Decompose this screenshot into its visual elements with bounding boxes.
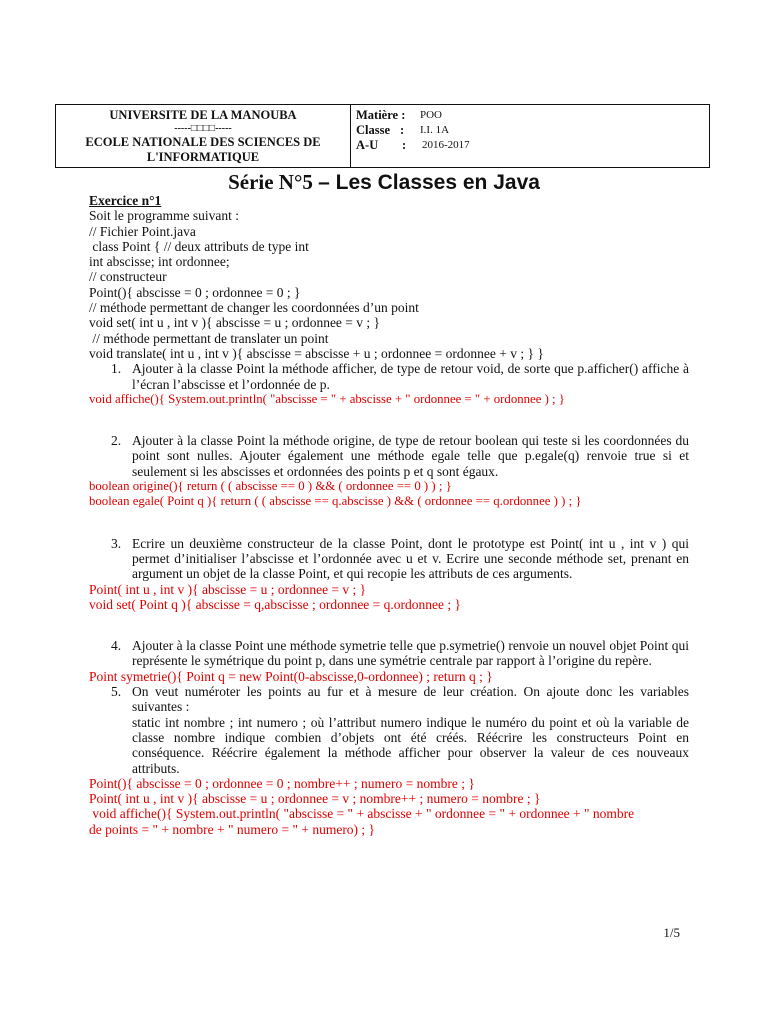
classe-value: I.I. 1A bbox=[420, 124, 450, 136]
title-serie: Série N°5 bbox=[228, 170, 319, 194]
document-title bbox=[0, 170, 768, 195]
intro-line: void translate( int u , int v ){ abscisse = abscisse + u ; ordonnee = ordonnee + v ; } } bbox=[89, 345, 544, 361]
question-text: On veut numéroter les points au fur et à mesure de leur création. On ajoute donc les variables suivantes : bbox=[132, 684, 689, 715]
answer-line: Point symetrie(){ Point q = new Point(0-abscisse,0-ordonnee) ; return q ; } bbox=[89, 668, 493, 684]
answer-line: void affiche(){ System.out.println( "abscisse = " + abscisse + " ordonnee = " + ordonnee + " nombre bbox=[89, 806, 635, 822]
question-number: 5. bbox=[111, 684, 122, 700]
spacer bbox=[89, 627, 689, 638]
answer-line: Point(){ abscisse = 0 ; ordonnee = 0 ; nombre++ ; numero = nombre ; } bbox=[89, 775, 475, 791]
question-number: 1. bbox=[111, 361, 122, 377]
header-institution bbox=[56, 105, 351, 167]
au-colon: : bbox=[402, 138, 407, 152]
question-number: 4. bbox=[111, 638, 122, 654]
classe-label: Classe bbox=[356, 123, 391, 137]
intro-line: // méthode permettant de changer les coordonnées d’un point bbox=[89, 300, 419, 316]
answer-line: void set( Point q ){ abscisse = q,abscisse ; ordonnee = q.ordonnee ; } bbox=[89, 596, 461, 612]
question-2 bbox=[89, 433, 689, 479]
title-subject: – Les Classes en Java bbox=[318, 171, 540, 194]
question-number: 2. bbox=[111, 433, 122, 449]
answer-line: Point( int u , int v ){ abscisse = u ; ordonnee = v ; } bbox=[89, 581, 367, 597]
answer-line: Point( int u , int v ){ abscisse = u ; ordonnee = v ; nombre++ ; numero = nombre ; } bbox=[89, 791, 541, 807]
intro-line: Point(){ abscisse = 0 ; ordonnee = 0 ; } bbox=[89, 284, 301, 300]
classe-colon: : bbox=[400, 123, 405, 137]
au-row bbox=[356, 138, 709, 153]
spacer bbox=[89, 612, 689, 627]
question-4 bbox=[89, 638, 689, 669]
intro-line: void set( int u , int v ){ abscisse = u ; ordonnee = v ; } bbox=[89, 315, 381, 331]
page-number: 1/5 bbox=[663, 925, 680, 940]
intro-line: int abscisse; int ordonnee; bbox=[89, 254, 230, 270]
header-separator: -----□□□□----- bbox=[174, 123, 232, 134]
question-3 bbox=[89, 536, 689, 582]
question-text: Ajouter à la classe Point une méthode symetrie telle que p.symetrie() renvoie un nouvel objet Point qui représente le symétrique du point p, dans une symétrie centrale par rapport à l’origine du repère. bbox=[132, 638, 689, 669]
school-name-line1: ECOLE NATIONALE DES SCIENCES DE bbox=[85, 135, 321, 149]
spacer bbox=[89, 525, 689, 536]
exercise-title: Exercice n°1 bbox=[89, 193, 162, 208]
answer-line: boolean origine(){ return ( ( abscisse == 0 ) && ( ordonnee == 0 ) ) ; } bbox=[89, 479, 452, 494]
matiere-row bbox=[356, 108, 709, 123]
intro-line: // constructeur bbox=[89, 269, 167, 285]
question-text-continued: static int nombre ; int numero ; où l’attribut numero indique le numéro du point et où la variable de classe nombre indique combien d’objets ont été créés. Réécrire les constructeurs Point en conséquence. Réécrire également la méthode afficher pour observer la valeur de ces nouveaux attributs. bbox=[132, 714, 689, 776]
school-name-line2: L'INFORMATIQUE bbox=[146, 150, 260, 164]
spacer bbox=[89, 510, 689, 525]
question-1 bbox=[89, 361, 689, 392]
question-text: Ajouter à la classe Point la méthode origine, de type de retour boolean qui teste si les coordonnées du point sont nulles. Ajouter également une méthode egale telle que p.egale(q) renvoie true si et seulement si les abscisses et ordonnées des points p et q sont égaux. bbox=[132, 433, 689, 479]
matiere-value: POO bbox=[420, 109, 443, 121]
au-label: A-U bbox=[356, 138, 379, 152]
question-text: Ecrire un deuxième constructeur de la classe Point, dont le prototype est Point( int u , int v ) qui permet d’initialiser l’abscisse et l’ordonnée avec u et v. Ecrire une seconde méthode set, prenant en argument un objet de la classe Point, et qui recopie les attributs de ces arguments. bbox=[132, 535, 689, 582]
classe-row bbox=[356, 123, 709, 138]
question-number: 3. bbox=[111, 535, 122, 551]
intro-line: class Point { // deux attributs de type int bbox=[89, 238, 309, 254]
spacer bbox=[89, 407, 689, 422]
program-listing bbox=[89, 208, 689, 361]
answer-line: void affiche(){ System.out.println( "abscisse = " + abscisse + " ordonnee = " + ordonnee ) ; } bbox=[89, 391, 565, 406]
header-table bbox=[55, 104, 710, 168]
exercise-body bbox=[89, 193, 689, 837]
answer-line: de points = " + nombre + " numero = " + numero) ; } bbox=[89, 821, 376, 837]
university-name: UNIVERSITE DE LA MANOUBA bbox=[109, 108, 297, 122]
answer-line: boolean egale( Point q ){ return ( ( abscisse == q.abscisse ) && ( ordonnee == q.ordonnee ) ) ; } bbox=[89, 494, 582, 509]
question-5 bbox=[89, 684, 689, 776]
intro-line: // Fichier Point.java bbox=[89, 223, 196, 239]
spacer bbox=[89, 422, 689, 433]
au-value: 2016-2017 bbox=[422, 139, 470, 151]
header-course-info bbox=[351, 105, 709, 167]
intro-line: Soit le programme suivant : bbox=[89, 208, 239, 224]
question-text: Ajouter à la classe Point la méthode afficher, de type de retour void, de sorte que p.afficher() affiche à l’écran l’abscisse et l’ordonnée de p. bbox=[132, 361, 689, 392]
matiere-label: Matière : bbox=[356, 108, 406, 122]
intro-line: // méthode permettant de translater un point bbox=[89, 330, 329, 346]
